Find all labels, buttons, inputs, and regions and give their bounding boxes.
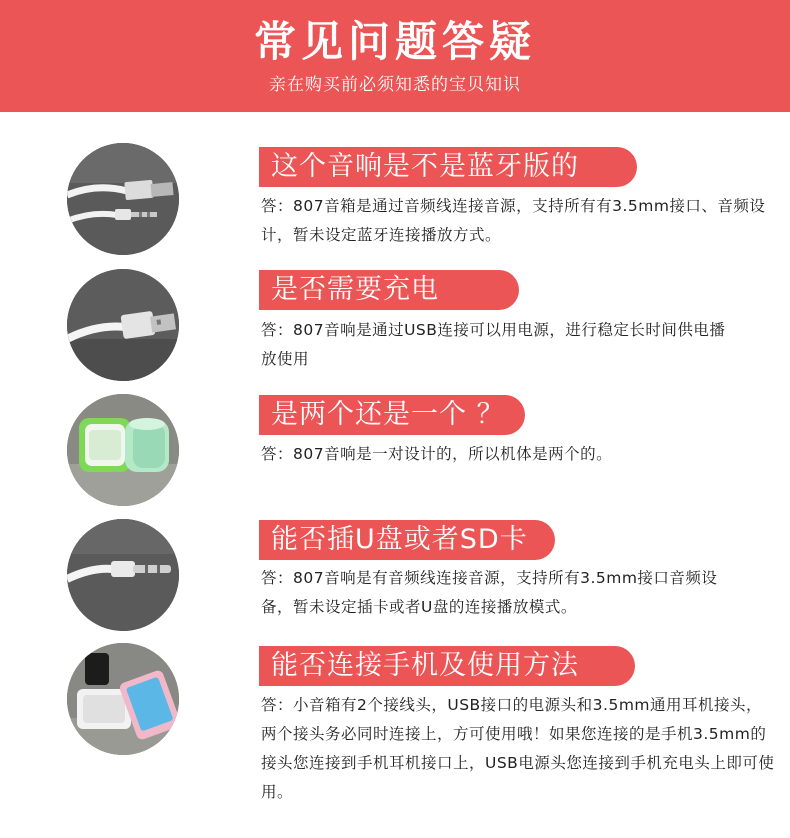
- faq-answer: 答：807音箱是通过音频线连接音源，支持所有有3.5mm接口、音频设计，暂未设定蓝牙连接播放方式。: [261, 197, 766, 244]
- faq-answer: 答：807音响是通过USB连接可以用电源，进行稳定长时间供电播放使用: [261, 321, 726, 368]
- faq-question: 是两个还是一个 ？: [259, 395, 525, 435]
- green-speaker-pair-photo: [67, 394, 179, 506]
- usb-plug-photo: [67, 269, 179, 381]
- faq-answer: 答：小音箱有2个接线头，USB接口的电源头和3.5mm通用耳机接头，两个接头务必同时连接上，方可使用哦！如果您连接的是手机3.5mm的接头您连接到手机耳机接口上，USB电源头您连接到手机充电头上即可使用。: [261, 696, 775, 801]
- faq-question: 是否需要充电: [259, 270, 519, 310]
- header-banner: [0, 0, 790, 112]
- faq-question: 能否连接手机及使用方法: [259, 646, 635, 686]
- audio-and-usb-cable-photo: [67, 143, 179, 255]
- faq-answer: 答：807音响是有音频线连接音源，支持所有3.5mm接口音频设备，暂未设定插卡或者U盘的连接播放模式。: [261, 569, 718, 616]
- faq-answer: 答：807音响是一对设计的，所以机体是两个的。: [261, 445, 613, 463]
- faq-question: 能否插U盘或者SD卡: [259, 520, 555, 560]
- page-subtitle: 亲在购买前必须知悉的宝贝知识: [269, 75, 521, 95]
- faq-question: 这个音响是不是蓝牙版的: [259, 147, 637, 187]
- phone-with-speaker-photo: [67, 643, 179, 755]
- audio-jack-photo: [67, 519, 179, 631]
- page-title: 常见问题答疑: [253, 17, 536, 66]
